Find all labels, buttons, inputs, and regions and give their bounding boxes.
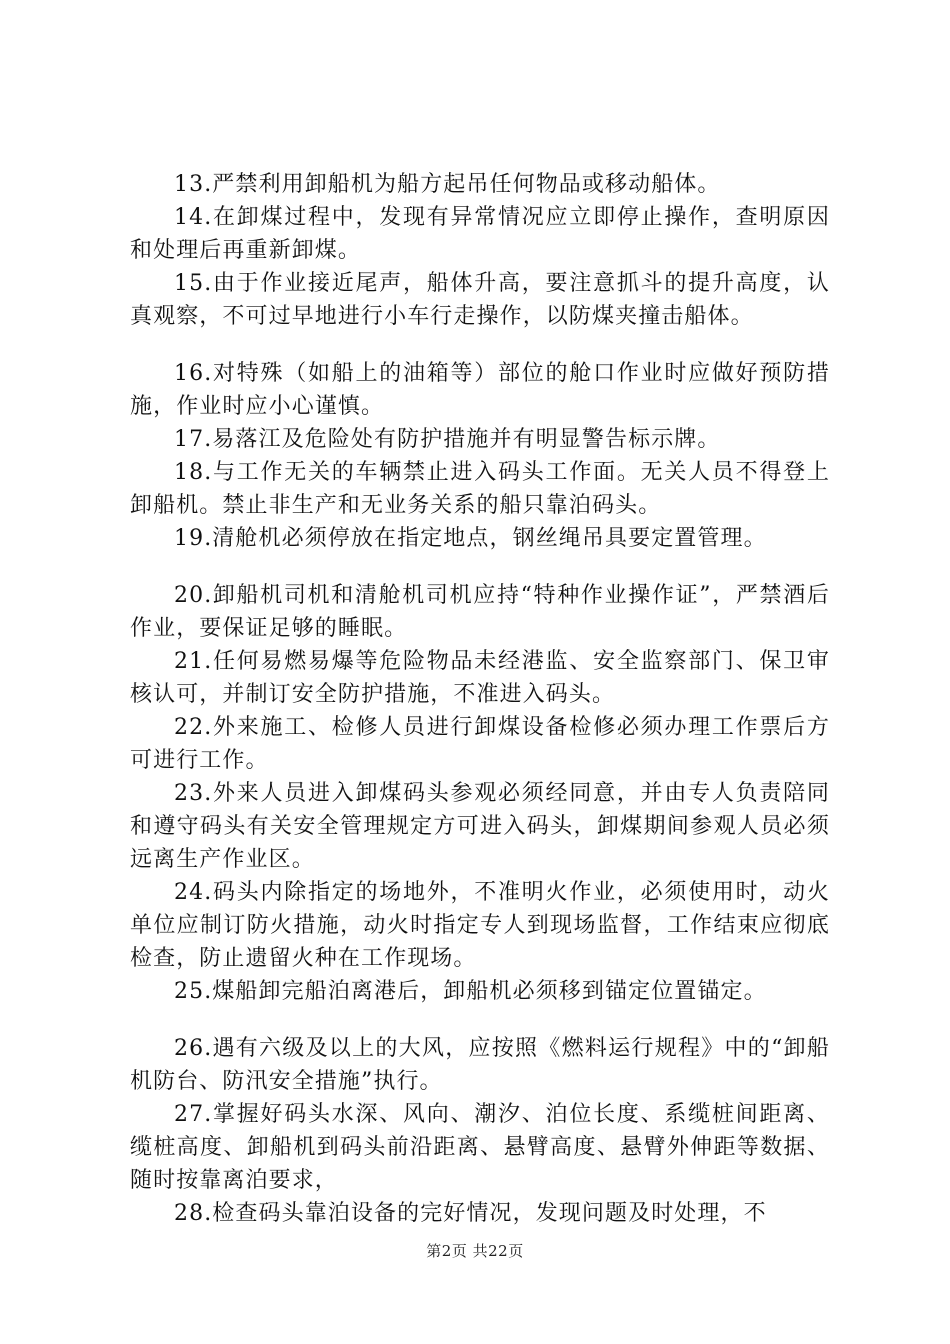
paragraph-26: 26.遇有六级及以上的大风，应按照《燃料运行规程》中的“卸船机防台、防汛安全措施”执行。 xyxy=(130,1036,830,1094)
paragraph-15: 15.由于作业接近尾声，船体升高，要注意抓斗的提升高度，认真观察，不可过早地进行小车行走操作，以防煤夹撞击船体。 xyxy=(130,271,830,329)
paragraph-20: 20.卸船机司机和清舱机司机应持“特种作业操作证”，严禁酒后作业，要保证足够的睡眠。 xyxy=(130,583,830,641)
paragraph-27: 27.掌握好码头水深、风向、潮汐、泊位长度、系缆桩间距离、缆桩高度、卸船机到码头前沿距离、悬臂高度、悬臂外伸距等数据、随时按靠离泊要求， xyxy=(130,1102,830,1193)
paragraph-25: 25.煤船卸完船泊离港后，卸船机必须移到锚定位置锚定。 xyxy=(174,979,767,1004)
paragraph-28: 28.检查码头靠泊设备的完好情况，发现问题及时处理，不 xyxy=(174,1201,767,1226)
paragraph-21: 21.任何易燃易爆等危险物品未经港监、安全监察部门、保卫审核认可，并制订安全防护措施，不准进入码头。 xyxy=(130,649,830,707)
paragraph-22: 22.外来施工、检修人员进行卸煤设备检修必须办理工作票后方可进行工作。 xyxy=(130,715,830,773)
paragraph-23: 23.外来人员进入卸煤码头参观必须经同意，并由专人负责陪同和遵守码头有关安全管理规定方可进入码头，卸煤期间参观人员必须远离生产作业区。 xyxy=(130,781,830,872)
paragraph-19: 19.清舱机必须停放在指定地点，钢丝绳吊具要定置管理。 xyxy=(174,526,767,551)
paragraph-13: 13.严禁利用卸船机为船方起吊任何物品或移动船体。 xyxy=(174,172,721,197)
paragraph-gap xyxy=(130,555,830,579)
paragraph-18: 18.与工作无关的车辆禁止进入码头工作面。无关人员不得登上卸船机。禁止非生产和无业务关系的船只靠泊码头。 xyxy=(130,460,830,518)
paragraph-16: 16.对特殊（如船上的油箱等）部位的舱口作业时应做好预防措施，作业时应小心谨慎。 xyxy=(130,361,830,419)
page-footer: 第2页 共22页 xyxy=(426,1242,524,1260)
paragraph-14: 14.在卸煤过程中，发现有异常情况应立即停止操作，查明原因和处理后再重新卸煤。 xyxy=(130,205,830,263)
document-body xyxy=(130,168,830,1230)
paragraph-gap xyxy=(130,333,830,357)
paragraph-24: 24.码头内除指定的场地外，不准明火作业，必须使用时，动火单位应制订防火措施，动火时指定专人到现场监督，工作结束应彻底检查，防止遗留火种在工作现场。 xyxy=(130,880,830,971)
paragraph-gap xyxy=(130,1008,830,1032)
paragraph-17: 17.易落江及危险处有防护措施并有明显警告标示牌。 xyxy=(174,427,721,452)
